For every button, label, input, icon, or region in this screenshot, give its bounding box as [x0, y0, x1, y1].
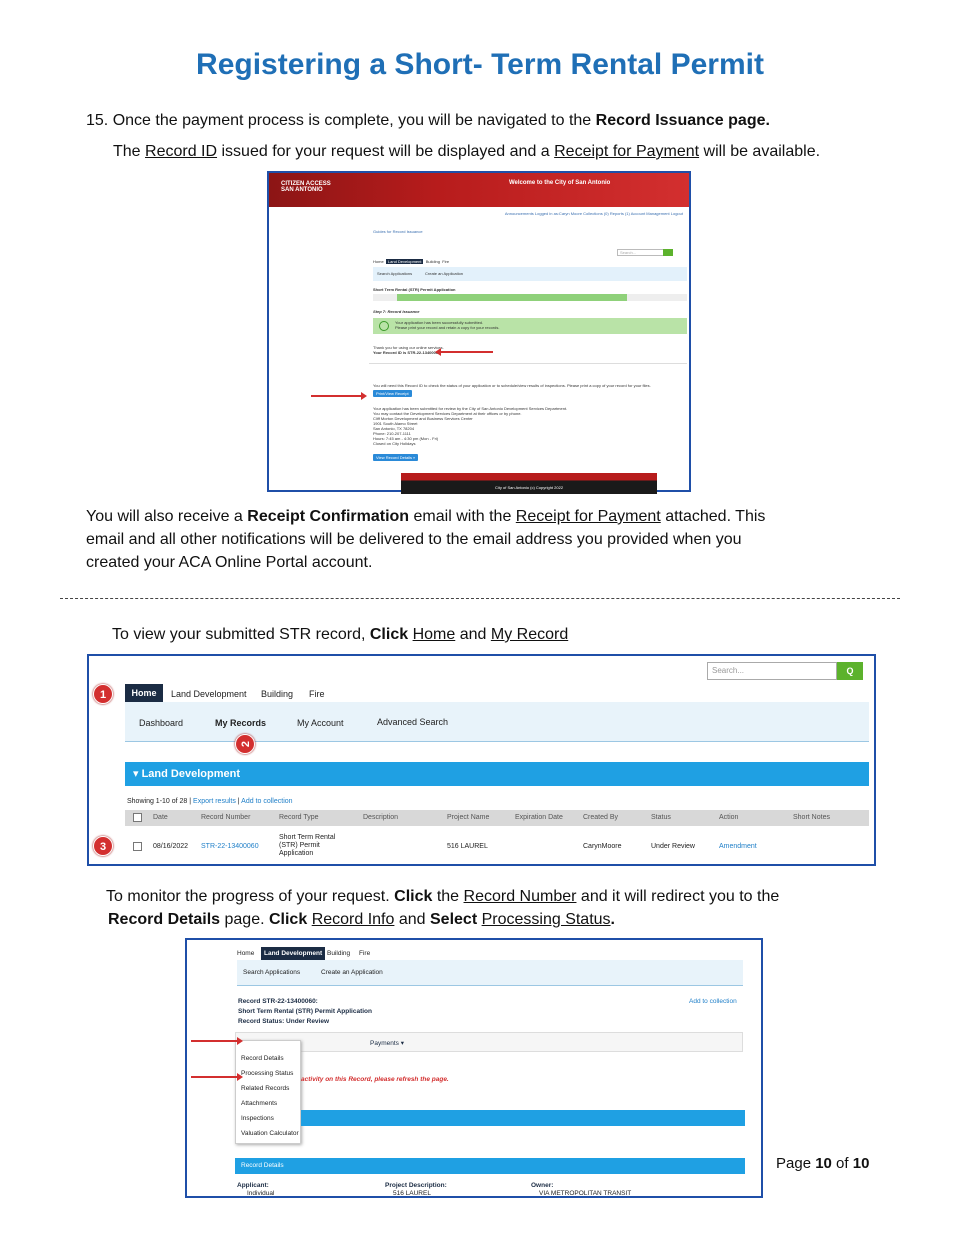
- menu-related-records[interactable]: Related Records: [241, 1085, 290, 1092]
- check-circle-icon: [379, 321, 389, 331]
- col-description[interactable]: Description: [363, 814, 399, 821]
- project-label: Project Description:: [385, 1182, 447, 1189]
- tab-home[interactable]: Home: [373, 259, 384, 264]
- menu-attachments[interactable]: Attachments: [241, 1100, 278, 1107]
- body-line: Closed on City Holidays: [373, 441, 416, 446]
- p4-f: Record Details: [108, 911, 221, 928]
- tab-fire[interactable]: Fire: [359, 950, 371, 957]
- land-development-bar[interactable]: ▾ Land Development: [125, 762, 869, 786]
- receipt-para-line2: email and all other notifications will be delivered to the email address you provided when you: [86, 531, 742, 548]
- step15-l2-receipt: Receipt for Payment: [554, 143, 700, 160]
- row-record-type: [279, 834, 335, 858]
- divider: [369, 363, 687, 364]
- type-line: Short Term Rental: [279, 834, 336, 841]
- step15-l2-e: will be available.: [699, 143, 821, 160]
- my-records-screenshot: [87, 654, 876, 866]
- row-status: Under Review: [651, 843, 695, 850]
- p4-l: Select: [430, 911, 478, 928]
- tab-building[interactable]: Building: [327, 950, 351, 957]
- body-line: Your application has been submitted for review by the City of San Antonio Development Services Department.: [373, 406, 568, 411]
- col-record-type[interactable]: Record Type: [279, 814, 319, 821]
- showing-text: Showing 1-10 of 28: [127, 798, 188, 805]
- col-status[interactable]: Status: [651, 814, 671, 821]
- step15-line1: [86, 109, 770, 132]
- welcome-text: Welcome to the City of San Antonio: [509, 180, 611, 186]
- p4-o: .: [610, 911, 615, 928]
- subtab-dashboard[interactable]: Dashboard: [139, 718, 184, 728]
- row-checkbox[interactable]: [133, 842, 142, 851]
- export-link[interactable]: Export results: [193, 798, 236, 805]
- page-prefix: Page: [776, 1155, 816, 1172]
- p4-k: and: [394, 911, 430, 928]
- subtab-bar: [373, 267, 687, 281]
- bar-label: Land Development: [141, 768, 240, 780]
- table-row: [125, 830, 869, 860]
- tab-land-development[interactable]: Land Development: [171, 689, 247, 699]
- body-line: You may contact the Development Services Department at their offices or by phone.: [373, 411, 522, 416]
- logo-line1: CITIZEN ACCESS: [281, 181, 331, 187]
- body-line: San Antonio, TX 78204: [373, 426, 415, 431]
- p4-g: page.: [220, 911, 269, 928]
- applicant-value: Individual: [247, 1190, 275, 1197]
- p4-e: and it will redirect you to the: [576, 888, 780, 905]
- record-number-heading: Record STR-22-13400060:: [238, 998, 318, 1005]
- app-title: Short Term Rental (STR) Permit Application: [373, 287, 456, 292]
- search-placeholder: Search...: [620, 250, 637, 255]
- record-type-heading: Short Term Rental (STR) Permit Application: [238, 1008, 372, 1015]
- body-lines: [373, 406, 567, 446]
- col-project-name[interactable]: Project Name: [447, 814, 490, 821]
- col-record-number[interactable]: Record Number: [201, 814, 251, 821]
- p3-d: Home: [412, 626, 456, 643]
- record-info-menu: [235, 1040, 301, 1144]
- record-details-label: Record Details: [241, 1162, 284, 1169]
- page-current: 10: [815, 1155, 832, 1172]
- p4-j: Record Info: [311, 911, 395, 928]
- callout-badge-3: 3: [93, 836, 113, 856]
- menu-record-details[interactable]: Record Details: [241, 1055, 284, 1062]
- receipt-para-line3: created your ACA Online Portal account.: [86, 554, 373, 571]
- body-line: Phone: 210-207-1111: [373, 431, 411, 436]
- subtab-search[interactable]: Search Applications: [377, 271, 413, 276]
- step15-line2: [113, 140, 820, 163]
- search-icon[interactable]: [663, 249, 673, 256]
- p2-a: You will also receive a: [86, 508, 248, 525]
- record-details-screenshot: [185, 938, 763, 1198]
- breadcrumb[interactable]: Guides for Record Issuance: [373, 229, 423, 234]
- p3-b: Click: [369, 626, 409, 643]
- top-links[interactable]: Announcements Logged in as:Caryn Moore Collections (0) Reports (1) Account Management Logout: [504, 211, 683, 216]
- subtab-search[interactable]: Search Applications: [243, 969, 301, 976]
- record-issuance-screenshot: [267, 171, 691, 492]
- row-created-by: CarynMoore: [583, 843, 622, 850]
- p4-c: the: [432, 888, 464, 905]
- p4-a: To monitor the progress of your request.: [106, 888, 395, 905]
- monitor-line2: [108, 908, 615, 931]
- record-id-note: You will need this Record ID to check the status of your application or to schedule/view results of inspections. Please print a copy of your record for your files.: [373, 383, 651, 388]
- step15-text-a: Once the payment process is complete, you will be navigated to the: [112, 112, 596, 129]
- tab-fire[interactable]: Fire: [309, 689, 325, 699]
- p3-f: My Record: [490, 626, 569, 643]
- step15-text-b: Record Issuance page.: [595, 112, 770, 129]
- body-line: 1901 South Alamo Street: [373, 421, 418, 426]
- tab-building[interactable]: Building: [425, 259, 440, 264]
- callout-badge-2: 2: [235, 734, 255, 754]
- arrow-right-icon: [191, 1076, 237, 1078]
- receipt-para-line1: [86, 505, 765, 528]
- col-created-by[interactable]: Created By: [583, 814, 619, 821]
- page-total: 10: [852, 1155, 870, 1172]
- menu-inspections[interactable]: Inspections: [241, 1115, 274, 1122]
- subtab-create[interactable]: Create an Application: [425, 271, 464, 276]
- step-number: 15.: [86, 112, 109, 129]
- callout-badge-1: 1: [93, 684, 113, 704]
- view-record-details-button[interactable]: View Record Details »: [373, 454, 418, 461]
- add-to-collection-link[interactable]: Add to collection: [689, 998, 737, 1005]
- record-number-link[interactable]: STR-22-13400060: [201, 843, 259, 850]
- type-line: (STR) Permit: [279, 842, 320, 849]
- tab-home[interactable]: Home: [125, 684, 163, 702]
- success-line2: Please print your record and retain a copy for your records.: [395, 325, 500, 330]
- view-record-instruction: [112, 623, 568, 646]
- arrow-right-icon: [311, 395, 361, 397]
- record-id-text: Your Record ID is STR-22-13400060: [373, 350, 441, 355]
- search-icon[interactable]: Q: [837, 662, 863, 680]
- step15-l2-c: issued for your request will be displayed and a: [217, 143, 555, 160]
- page-number: [776, 1152, 869, 1175]
- showing-count: Showing 1-10 of 28 | Export results | Add to collection: [127, 798, 293, 805]
- site-banner: [269, 173, 689, 207]
- table-header: [125, 810, 869, 826]
- type-line: Application: [279, 850, 314, 857]
- subtab-create[interactable]: Create an Application: [321, 969, 383, 976]
- print-receipt-button[interactable]: Print/View Receipt: [373, 390, 412, 397]
- monitor-line1: [106, 885, 779, 908]
- add-collection-link[interactable]: Add to collection: [241, 798, 293, 805]
- step-title: Step 7: Record Issuance: [373, 309, 420, 314]
- col-short-notes[interactable]: Short Notes: [793, 814, 830, 821]
- p4-d: Record Number: [463, 888, 577, 905]
- col-expiration-date[interactable]: Expiration Date: [515, 814, 563, 821]
- applicant-label: Applicant:: [237, 1182, 269, 1189]
- col-action[interactable]: Action: [719, 814, 739, 821]
- step15-l2-a: The: [113, 143, 146, 160]
- menu-processing-status[interactable]: Processing Status: [241, 1070, 294, 1077]
- body-line: Cliff Morton Development and Business Services Center: [373, 416, 473, 421]
- col-date[interactable]: Date: [153, 814, 168, 821]
- tab-land-development[interactable]: Land Development: [261, 947, 325, 960]
- p4-n: Processing Status: [481, 911, 611, 928]
- tab-building[interactable]: Building: [261, 689, 294, 699]
- arrow-right-icon: [191, 1040, 237, 1042]
- citizen-access-logo: [281, 181, 331, 193]
- search-input[interactable]: [617, 249, 673, 256]
- progress-fill: [397, 294, 627, 301]
- amendment-link[interactable]: Amendment: [719, 843, 757, 850]
- tabs: [373, 259, 449, 264]
- page-title: Registering a Short- Term Rental Permit: [196, 48, 764, 81]
- body-line: Hours: 7:45 am - 4:30 pm (Mon - Fri): [373, 436, 439, 441]
- p4-h: Click: [268, 911, 308, 928]
- thanks-text: Thank you for using our online services.: [373, 345, 444, 350]
- tab-fire[interactable]: Fire: [442, 259, 450, 264]
- p3-a: To view your submitted STR record,: [112, 626, 370, 643]
- payments-dropdown[interactable]: Payments ▾: [370, 1040, 404, 1047]
- section-bar: [301, 1110, 745, 1126]
- subtab-my-account[interactable]: My Account: [297, 718, 344, 728]
- record-status-heading: Record Status: Under Review: [238, 1018, 330, 1025]
- owner-label: Owner:: [531, 1182, 554, 1189]
- page-of: of: [831, 1155, 853, 1172]
- project-value: 516 LAUREL: [393, 1190, 431, 1197]
- select-all-checkbox[interactable]: [133, 813, 142, 822]
- tab-land-development[interactable]: Land Development: [387, 259, 422, 264]
- step15-l2-record-id: Record ID: [145, 143, 218, 160]
- subtab-advanced-search[interactable]: Advanced Search: [377, 717, 449, 727]
- subtab-my-records[interactable]: My Records: [215, 718, 267, 728]
- arrow-left-icon: [441, 351, 493, 353]
- site-footer: [401, 473, 657, 494]
- owner-value: VIA METROPOLITAN TRANSIT: [539, 1190, 632, 1197]
- success-box: [373, 318, 687, 334]
- row-date: 08/16/2022: [153, 843, 189, 850]
- logo-line2: SAN ANTONIO: [281, 187, 323, 193]
- row-project: 516 LAUREL: [447, 843, 488, 850]
- p4-b: Click: [394, 888, 433, 905]
- tab-home[interactable]: Home: [237, 950, 255, 957]
- refresh-warning: activity on this Record, please refresh the page.: [301, 1076, 449, 1083]
- record-menu-bar: [235, 1032, 743, 1052]
- p2-c: email with the: [409, 508, 516, 525]
- search-input[interactable]: Search...: [707, 662, 837, 680]
- footer-text: City of San Antonio (c) Copyright 2022: [495, 485, 564, 490]
- section-divider: [60, 598, 900, 599]
- p3-e: and: [455, 626, 491, 643]
- record-details-bar[interactable]: [235, 1158, 745, 1174]
- p2-e: attached. This: [660, 508, 766, 525]
- p2-b: Receipt Confirmation: [247, 508, 410, 525]
- progress-steps: [373, 294, 687, 301]
- p2-d: Receipt for Payment: [515, 508, 661, 525]
- success-line1: Your application has been successfully submitted.: [395, 320, 484, 325]
- subtab-bar: [237, 960, 743, 986]
- menu-valuation-calculator[interactable]: Valuation Calculator: [241, 1130, 299, 1137]
